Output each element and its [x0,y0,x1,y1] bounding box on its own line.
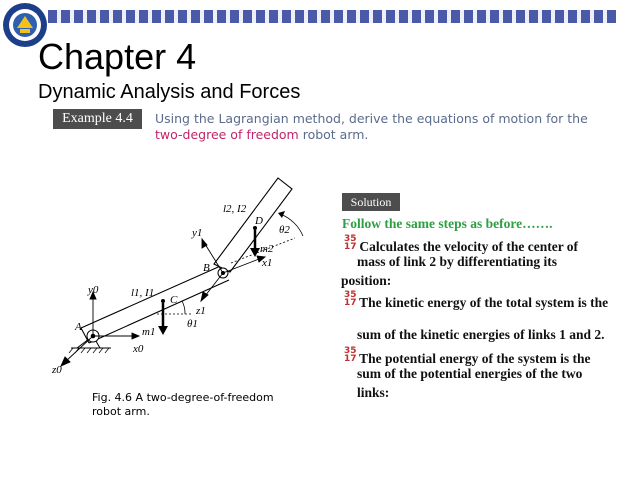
bullet-icon: 35 17 [344,290,357,308]
label-axis-x1: x1 [262,257,273,269]
label-point-b: B [203,262,210,274]
label-axis-x0: x0 [133,343,144,355]
base-frame-axes [61,292,139,366]
example-text-after: robot arm. [298,127,369,142]
label-link1-length-inertia: l1, I1 [131,287,155,299]
label-axis-z1: z1 [196,305,206,317]
label-axis-z0: z0 [52,364,62,376]
solution-line-2: mass of link 2 by differentiating its [357,254,558,269]
solution-line-1: Calculates the velocity of the center of [359,239,579,254]
label-mass-m1: m1 [142,326,156,338]
label-point-c: C [170,294,178,306]
solution-heading: Follow the same steps as before……. [342,216,553,231]
robot-arm-figure [45,168,330,390]
page-title: Chapter 4 [38,36,197,77]
solution-bullet-3 [344,347,591,367]
solution-line-8: links: [357,385,390,400]
label-theta1: θ1 [187,318,198,330]
bullet-icon: 35 17 [344,346,357,364]
example-text-before: Using the Lagrangian method, derive the equations of motion for the [155,111,588,126]
solution-line-4: The kinetic energy of the total system is the [359,295,609,310]
label-point-d: D [255,215,263,227]
solution-line-7: sum of the potential energies of the two [357,366,583,381]
solution-bullet-1 [344,235,578,255]
solution-line-6: The potential energy of the system is the [359,351,591,366]
label-theta2: θ2 [279,224,290,236]
label-mass-m2: m2 [260,243,274,255]
figure-caption: Fig. 4.6 A two-degree-of-freedom robot arm. [92,391,274,418]
header-decor-bar [48,10,616,23]
solution-line-5: sum of the kinetic energies of links 1 and 2. [357,327,605,342]
label-link2-length-inertia: l2, I2 [223,203,247,215]
label-point-a: A [75,321,82,333]
label-axis-y1: y1 [192,227,203,239]
center-of-mass-c [161,299,165,303]
page-subtitle: Dynamic Analysis and Forces [38,81,301,103]
example-text-highlight: two-degree of freedom [155,127,299,142]
solution-bullet-2 [344,291,608,311]
label-axis-y0: y0 [88,284,99,296]
solution-line-3: position: [341,273,392,288]
example-statement [155,111,595,143]
angle-theta2-arrowhead [278,211,285,218]
solution-badge: Solution [342,193,400,211]
bullet-icon: 35 17 [344,234,357,252]
example-badge: Example 4.4 [53,109,142,129]
